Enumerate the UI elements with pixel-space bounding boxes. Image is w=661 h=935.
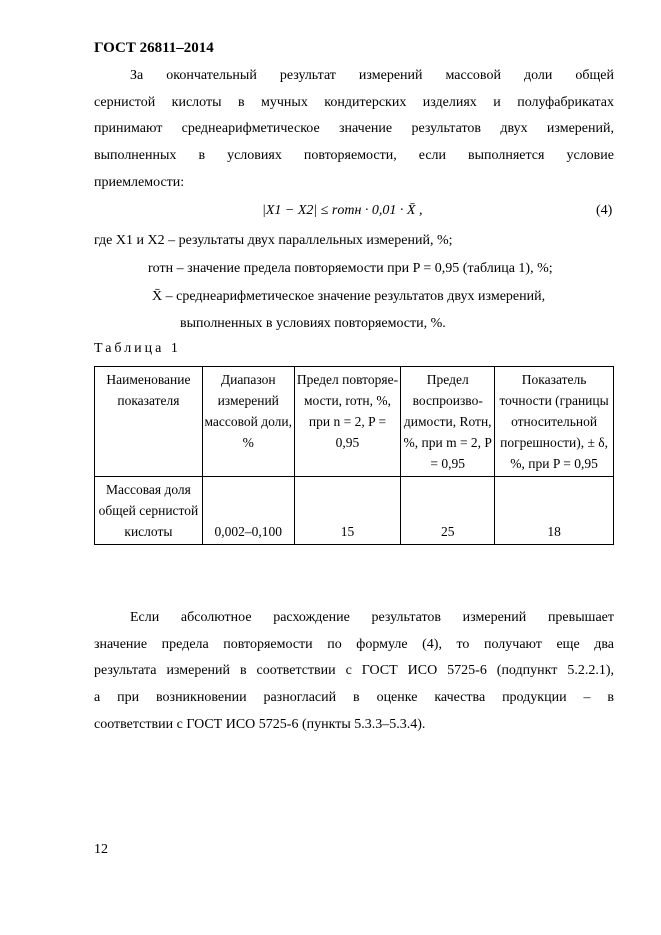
table-header-cell: Предел повторяе-мости, rотн, %, при n = 2, P = 0,95 [294, 367, 401, 477]
where-line-3: X̄ – среднеарифметическое значение результатов двух измерений, [152, 289, 546, 304]
paragraph-1-line: сернистой кислоты в мучных кондитерских изделиях и полуфабрикатах [94, 94, 614, 110]
document-header: ГОСТ 26811–2014 [94, 40, 214, 56]
paragraph-2-line: Если абсолютное расхождение результатов измерений превышает [130, 610, 614, 625]
paragraph-2 [94, 605, 614, 738]
table-cell: Массовая доля общей сернистой кислоты [95, 477, 203, 545]
table-1 [94, 366, 614, 545]
table-cell: 0,002–0,100 [202, 477, 294, 545]
table-cell: 25 [401, 477, 495, 545]
formula-number: (4) [596, 203, 613, 218]
formula-4: |X1 − X2| ≤ rотн · 0,01 · X̄ , [262, 203, 423, 218]
table-header-row [95, 367, 614, 477]
paragraph-1-line: выполненных в условиях повторяемости, если выполняется условие [94, 148, 614, 164]
page-number: 12 [94, 842, 108, 857]
table-caption: Таблица 1 [94, 341, 181, 356]
paragraph-1-line: За окончательный результат измерений массовой доли общей [130, 68, 614, 83]
paragraph-2-line: соответствии с ГОСТ ИСО 5725-6 (пункты 5.3.3–5.3.4). [94, 716, 426, 732]
paragraph-1-line: принимают среднеарифметическое значение результатов двух измерений, [94, 121, 614, 137]
table-header-cell: Наименование показателя [95, 367, 203, 477]
paragraph-2-line: результата измерений в соответствии с ГОСТ ИСО 5725-6 (подпункт 5.2.2.1), [94, 663, 614, 679]
where-line-2: rотн – значение предела повторяемости при P = 0,95 (таблица 1), %; [148, 261, 553, 276]
table-cell: 18 [495, 477, 614, 545]
table-header-cell: Диапазон измерений массовой доли, % [202, 367, 294, 477]
where-line-4: выполненных в условиях повторяемости, %. [180, 316, 446, 331]
where-line-1: где X1 и X2 – результаты двух параллельных измерений, %; [94, 233, 453, 248]
table-row [95, 477, 614, 545]
table-header-cell: Предел воспроизво-димости, Rотн, %, при m = 2, P = 0,95 [401, 367, 495, 477]
table-header-cell: Показатель точности (границы относительной погрешности), ± δ, %, при P = 0,95 [495, 367, 614, 477]
paragraph-2-line: а при возникновении разногласий в оценке качества продукции – в [94, 690, 614, 706]
paragraph-1 [94, 63, 614, 196]
paragraph-1-line: приемлемости: [94, 174, 185, 190]
paragraph-2-line: значение предела повторяемости по формуле (4), то получают еще два [94, 636, 614, 652]
table-cell: 15 [294, 477, 401, 545]
